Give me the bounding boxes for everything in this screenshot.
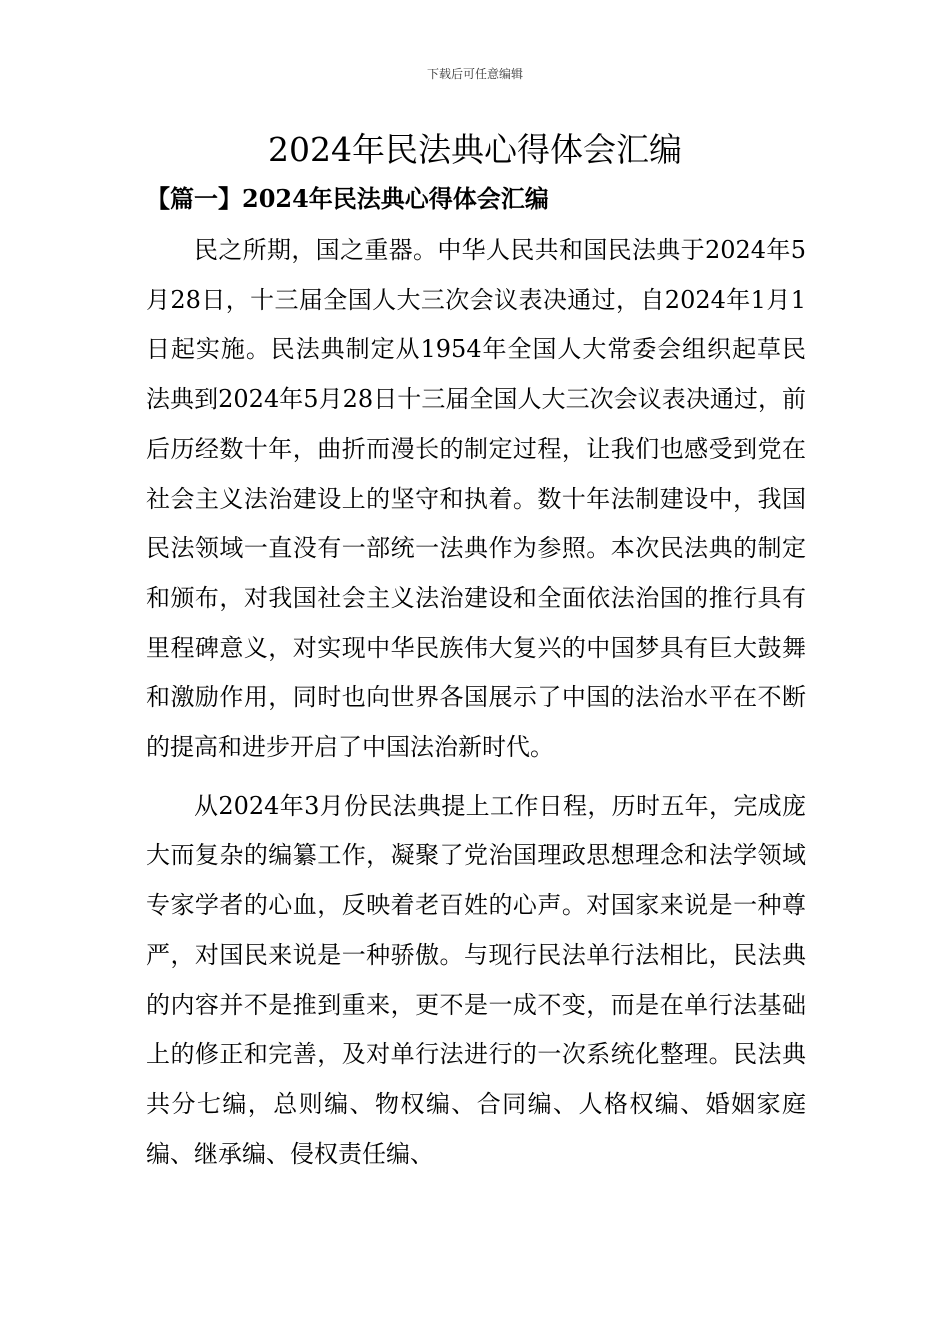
paragraph-2: 从2024年3月份民法典提上工作日程，历时五年，完成庞大而复杂的编纂工作，凝聚了党治国理政思想理念和法学领域专家学者的心血，反映着老百姓的心声。对国家来说是一种尊严，对国民来说是一种骄傲。与现行民法单行法相比，民法典的内容并不是推到重来，更不是一成不变，而是在单行法基础上的修正和完善，及对单行法进行的一次系统化整理。民法典共分七编，总则编、物权编、合同编、人格权编、婚姻家庭编、继承编、侵权责任编、 <box>146 791 806 1168</box>
document-title: 2024年民法典心得体会汇编 <box>268 130 682 169</box>
paragraph-1: 民之所期，国之重器。中华人民共和国民法典于2024年5月28日，十三届全国人大三次会议表决通过，自2024年1月1日起实施。民法典制定从1954年全国人大常委会组织起草民法典到2024年5月28日十三届全国人大三次会议表决通过，前后历经数十年，曲折而漫长的制定过程，让我们也感受到党在社会主义法治建设上的坚守和执着。数十年法制建设中，我国民法领域一直没有一部统一法典作为参照。本次民法典的制定和颁布，对我国社会主义法治建设和全面依法治国的推行具有里程碑意义，对实现中华民族伟大复兴的中国梦具有巨大鼓舞和激励作用，同时也向世界各国展示了中国的法治水平在不断的提高和进步开启了中国法治新时代。 <box>146 236 806 762</box>
header-note: 下载后可任意编辑 <box>426 67 523 81</box>
section-heading: 【篇一】2024年民法典心得体会汇编 <box>146 184 549 213</box>
document-body <box>146 226 806 1179</box>
